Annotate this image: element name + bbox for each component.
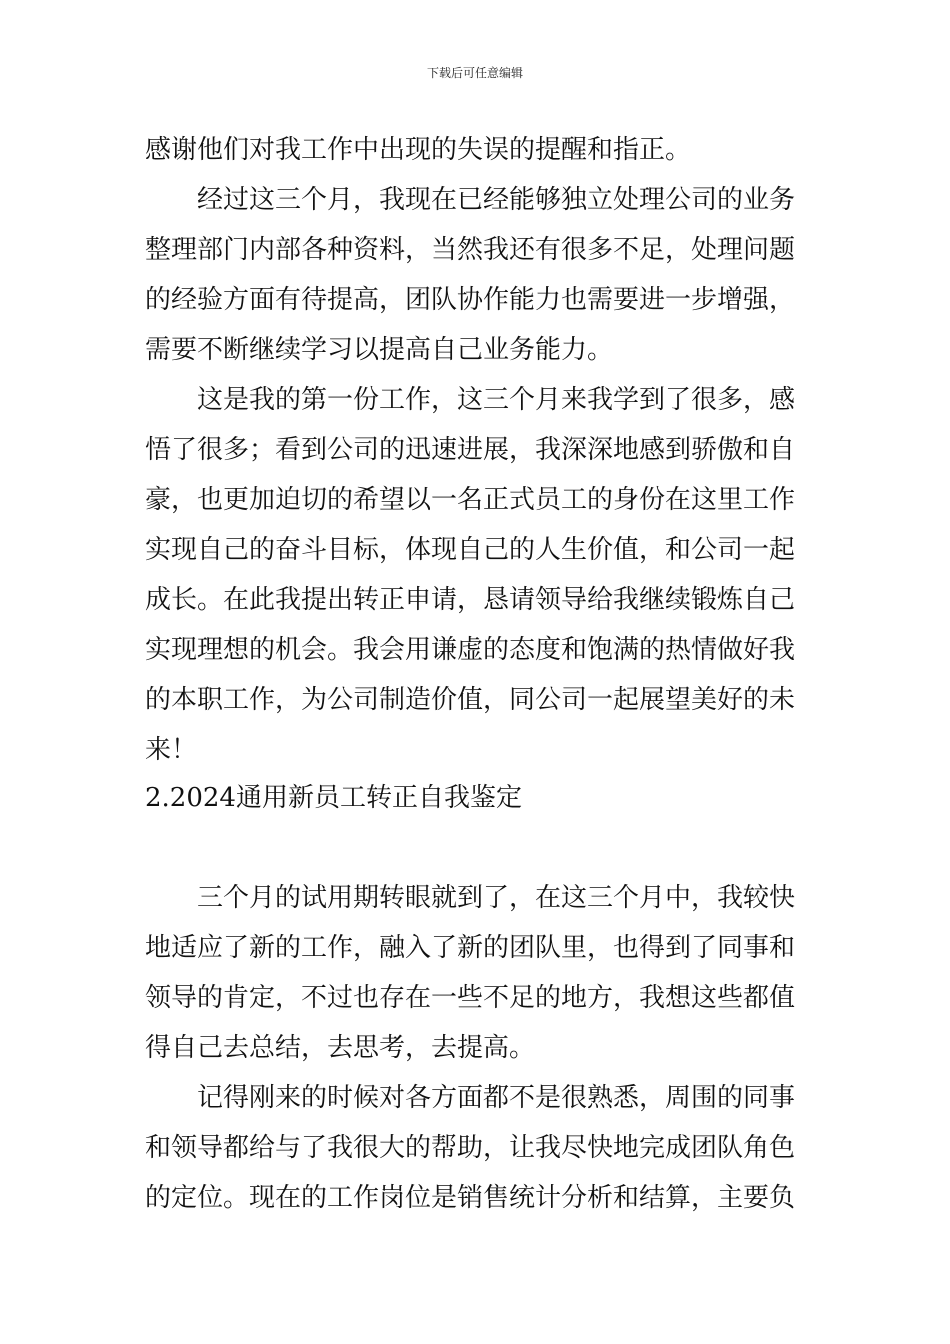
text-line: 的经验方面有待提高，团队协作能力也需要进一步增强， — [145, 285, 796, 315]
text-line: 感谢他们对我工作中出现的失误的提醒和指正。 — [145, 135, 692, 165]
text-line: 悟了很多；看到公司的迅速进展，我深深地感到骄傲和自 — [145, 435, 796, 465]
text-line: 需要不断继续学习以提高自己业务能力。 — [145, 335, 614, 365]
text-line: 这是我的第一份工作，这三个月来我学到了很多，感 — [197, 385, 796, 415]
text-line: 整理部门内部各种资料，当然我还有很多不足，处理问题 — [145, 235, 796, 265]
text-line: 实现理想的机会。我会用谦虚的态度和饱满的热情做好我 — [145, 635, 796, 665]
text-line: 地适应了新的工作，融入了新的团队里，也得到了同事和 — [145, 933, 796, 963]
text-line: 的定位。现在的工作岗位是销售统计分析和结算，主要负 — [145, 1183, 796, 1213]
text-line: 来！ — [145, 735, 198, 765]
text-line: 和领导都给与了我很大的帮助，让我尽快地完成团队角色 — [145, 1133, 796, 1163]
text-line: 得自己去总结，去思考，去提高。 — [145, 1033, 536, 1063]
page-header: 下载后可任意编辑 — [426, 66, 523, 80]
text-line: 豪，也更加迫切的希望以一名正式员工的身份在这里工作 — [145, 485, 796, 515]
text-line: 记得刚来的时候对各方面都不是很熟悉，周围的同事 — [197, 1083, 796, 1113]
text-line: 成长。在此我提出转正申请，恳请领导给我继续锻炼自己 — [145, 585, 796, 615]
section-heading: 2.2024通用新员工转正自我鉴定 — [145, 783, 522, 813]
text-line: 三个月的试用期转眼就到了，在这三个月中，我较快 — [197, 883, 796, 913]
text-line: 经过这三个月，我现在已经能够独立处理公司的业务 — [197, 185, 796, 215]
text-line: 领导的肯定，不过也存在一些不足的地方，我想这些都值 — [145, 983, 796, 1013]
text-line: 实现自己的奋斗目标，体现自己的人生价值，和公司一起 — [145, 535, 796, 565]
text-line: 的本职工作，为公司制造价值，同公司一起展望美好的未 — [145, 685, 796, 715]
